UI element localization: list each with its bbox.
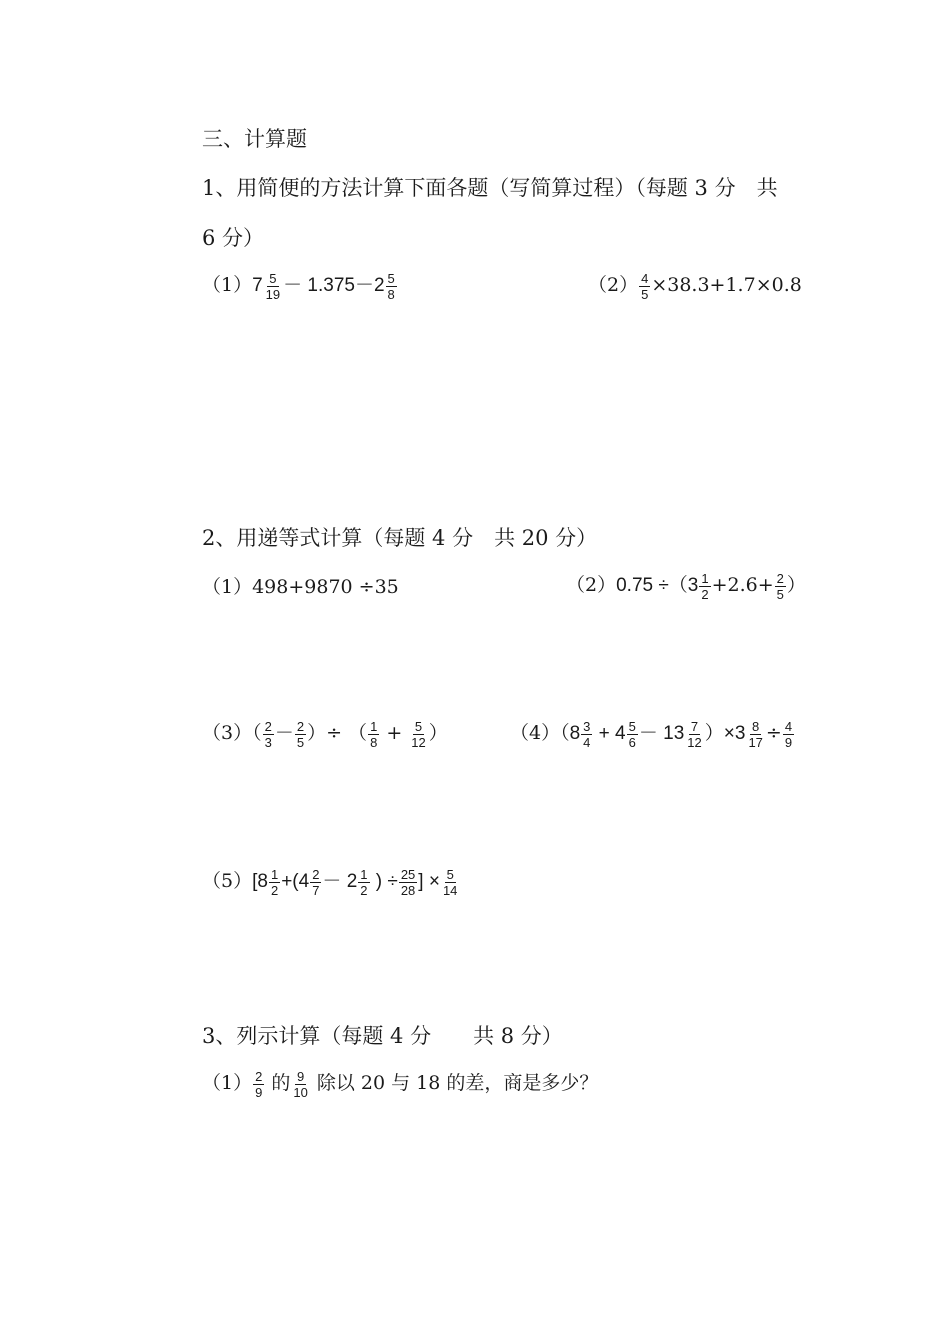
fraction (685, 719, 703, 750)
q1-title-line2: 6 分） (202, 226, 265, 250)
denominator: 8 (387, 286, 395, 302)
denominator: 14 (442, 882, 458, 898)
fraction (399, 867, 417, 898)
fraction (269, 867, 280, 898)
expression-text: ） (786, 574, 806, 596)
fraction (263, 719, 274, 750)
problem-label: （1） (202, 576, 253, 598)
fraction (386, 271, 397, 302)
fraction (409, 719, 427, 750)
denominator: 9 (784, 734, 793, 750)
fraction (746, 719, 764, 750)
numerator: 5 (628, 718, 636, 734)
expression-text: ×38.3+1.7×0.8 (651, 274, 802, 296)
numerator: 2 (776, 570, 784, 586)
numerator: 1 (360, 866, 368, 882)
fraction (253, 1069, 264, 1100)
fraction (639, 271, 650, 302)
problem-label: （2） (588, 274, 639, 296)
denominator: 6 (628, 734, 636, 750)
numerator: 2 (312, 866, 320, 882)
q3-title: 3、列示计算（每题 4 分 共 8 分） (202, 1024, 563, 1048)
fraction (775, 571, 786, 602)
numerator: 9 (296, 1068, 305, 1084)
denominator: 2 (360, 882, 368, 898)
numerator: 5 (446, 866, 454, 882)
denominator: 5 (641, 286, 649, 302)
q1-problem-2 (588, 270, 802, 302)
problem-label: （1） (202, 274, 253, 296)
q2-problem-5 (202, 866, 460, 898)
denominator: 3 (264, 734, 272, 750)
q2-problem-2 (566, 570, 806, 602)
numerator: 25 (400, 866, 416, 882)
denominator: 2 (270, 882, 279, 898)
whole-number: 7 (252, 275, 263, 296)
fraction (295, 719, 306, 750)
expression-text: ）×3 (704, 723, 746, 744)
denominator: 8 (370, 734, 378, 750)
expression-text: 的 (265, 1072, 291, 1094)
denominator: 2 (701, 586, 709, 602)
numerator: 2 (264, 718, 272, 734)
section-title: 三、计算题 (202, 127, 307, 151)
expression-text: + (380, 722, 409, 744)
denominator: 12 (411, 734, 426, 750)
expression-text: （ (252, 722, 262, 744)
expression-text: － 13 (638, 723, 685, 744)
numerator: 3 (583, 718, 591, 734)
numerator: 5 (414, 718, 423, 734)
q1-title-line1: 1、用简便的方法计算下面各题（写简算过程）（每题 3 分 共 (202, 176, 778, 200)
expression-text: （8 (560, 723, 581, 744)
fraction (264, 271, 282, 302)
numerator: 8 (752, 718, 760, 734)
expression-text: － (274, 722, 294, 744)
q2-problem-1 (202, 572, 399, 599)
problem-label: （2） (566, 574, 617, 596)
fraction (368, 719, 379, 750)
numerator: 2 (296, 718, 305, 734)
expression-text: － 1.375－2 (283, 275, 385, 296)
denominator: 12 (687, 734, 702, 750)
q2-problem-4 (510, 718, 795, 750)
fraction (358, 867, 369, 898)
problem-label: （5） (202, 870, 253, 892)
expression-text: － 2 (322, 871, 358, 892)
denominator: 10 (293, 1084, 308, 1100)
numerator: 5 (269, 270, 277, 286)
expression-text: [8 (252, 871, 268, 892)
denominator: 17 (748, 734, 763, 750)
numerator: 4 (784, 718, 793, 734)
denominator: 5 (776, 586, 784, 602)
denominator: 28 (400, 882, 416, 898)
numerator: 5 (387, 270, 395, 286)
expression-text: ） (428, 722, 448, 744)
expression-text: 0.75 ÷（3 (616, 575, 699, 596)
q2-problem-3 (202, 718, 448, 750)
denominator: 7 (312, 882, 320, 898)
fraction (291, 1069, 309, 1100)
problem-label: （4） (510, 722, 561, 744)
expression-text: ] × (418, 871, 440, 892)
denominator: 9 (255, 1084, 263, 1100)
numerator: 1 (270, 866, 279, 882)
expression-text: + 4 (593, 723, 626, 744)
denominator: 19 (265, 286, 281, 302)
denominator: 5 (296, 734, 305, 750)
problem-label: （1） (202, 1072, 253, 1094)
fraction (581, 719, 592, 750)
numerator: 7 (690, 718, 699, 734)
q2-title: 2、用递等式计算（每题 4 分 共 20 分） (202, 526, 598, 550)
expression-text: 498+9870 ÷35 (252, 576, 399, 598)
numerator: 4 (641, 270, 649, 286)
fraction (627, 719, 638, 750)
fraction (783, 719, 794, 750)
expression-text: +(4 (281, 871, 310, 892)
fraction (310, 867, 321, 898)
expression-text: ）÷ （ (307, 722, 368, 744)
numerator: 2 (255, 1068, 263, 1084)
numerator: 1 (370, 718, 378, 734)
denominator: 4 (583, 734, 591, 750)
expression-text: 除以 20 与 18 的差，商是多少？ (310, 1072, 599, 1094)
q1-problem-1 (202, 270, 398, 302)
problem-label: （3） (202, 722, 253, 744)
fraction (441, 867, 459, 898)
expression-text: ) ÷ (370, 871, 398, 892)
q3-problem-1 (202, 1068, 598, 1100)
expression-text: +2.6+ (711, 574, 774, 596)
expression-text: ÷ (765, 722, 782, 744)
fraction (699, 571, 710, 602)
numerator: 1 (701, 570, 709, 586)
